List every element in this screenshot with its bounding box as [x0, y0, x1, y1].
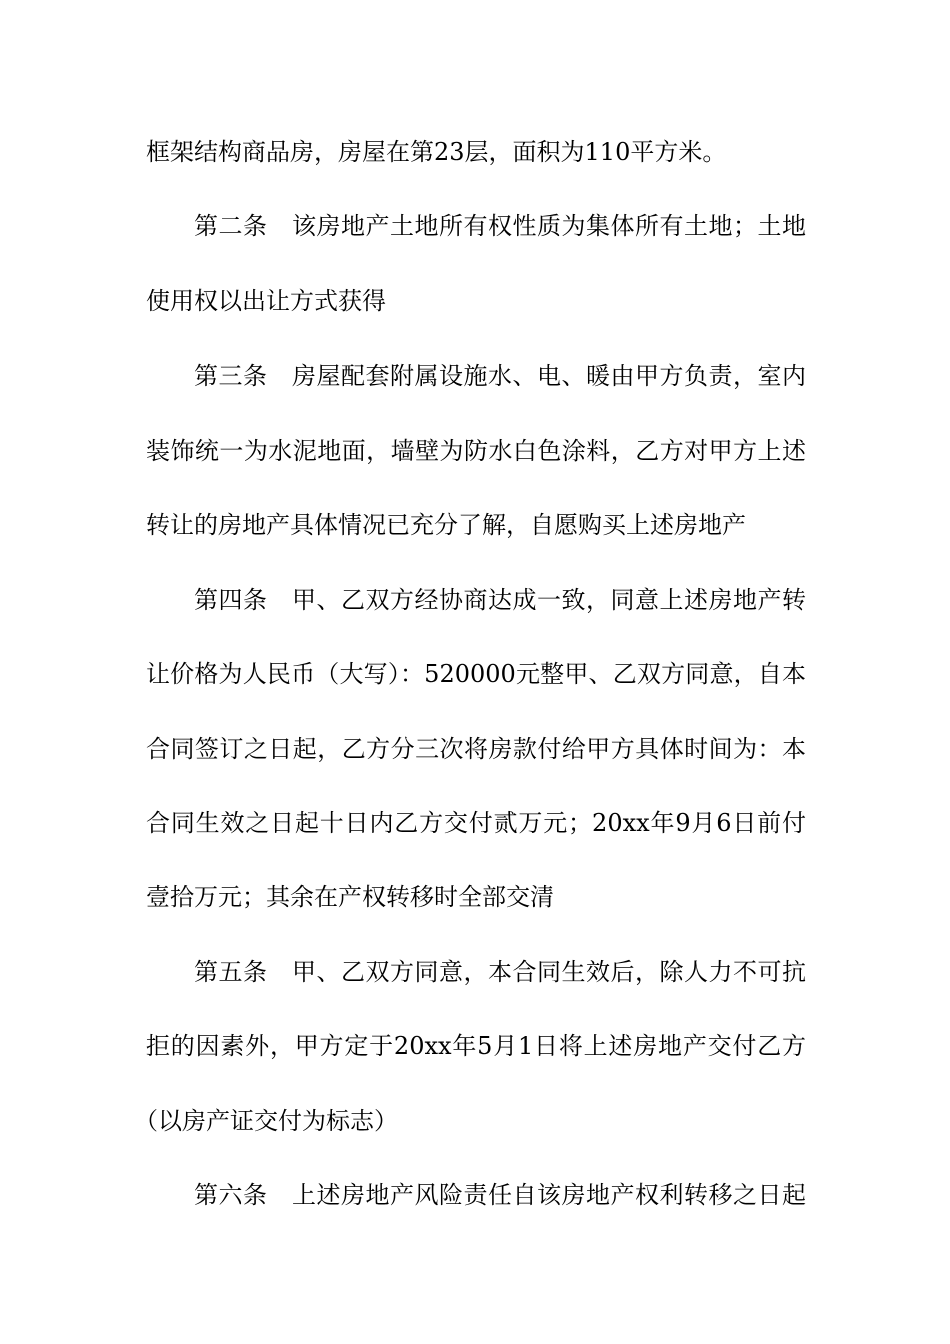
- text-line-6: 转让的房地产具体情况已充分了解，自愿购买上述房地产: [146, 511, 746, 539]
- text-line-14: （以房产证交付为标志）: [134, 1107, 398, 1135]
- text-line-article-2: 第二条 该房地产土地所有权性质为集体所有土地；土地: [194, 212, 806, 240]
- text-line-article-5: 第五条 甲、乙双方同意，本合同生效后，除人力不可抗: [194, 958, 806, 986]
- text-line-article-6: 第六条 上述房地产风险责任自该房地产权利转移之日起: [194, 1181, 806, 1209]
- text-line-10: 合同生效之日起十日内乙方交付贰万元；20xx年9月6日前付: [146, 809, 806, 837]
- text-line-8: 让价格为人民币（大写）：520000元整甲、乙双方同意，自本: [146, 660, 806, 688]
- text-line-9: 合同签订之日起，乙方分三次将房款付给甲方具体时间为：本: [146, 735, 806, 763]
- text-line-5: 装饰统一为水泥地面，墙壁为防水白色涂料，乙方对甲方上述: [146, 437, 806, 465]
- text-line-1: 框架结构商品房，房屋在第23层，面积为110平方米。: [146, 138, 727, 166]
- text-line-article-3: 第三条 房屋配套附属设施水、电、暖由甲方负责，室内: [194, 362, 806, 390]
- text-line-11: 壹拾万元；其余在产权转移时全部交清: [146, 883, 554, 911]
- text-line-13: 拒的因素外，甲方定于20xx年5月1日将上述房地产交付乙方: [146, 1032, 806, 1060]
- text-line-article-4: 第四条 甲、乙双方经协商达成一致，同意上述房地产转: [194, 586, 806, 614]
- text-line-3: 使用权以出让方式获得: [146, 287, 386, 315]
